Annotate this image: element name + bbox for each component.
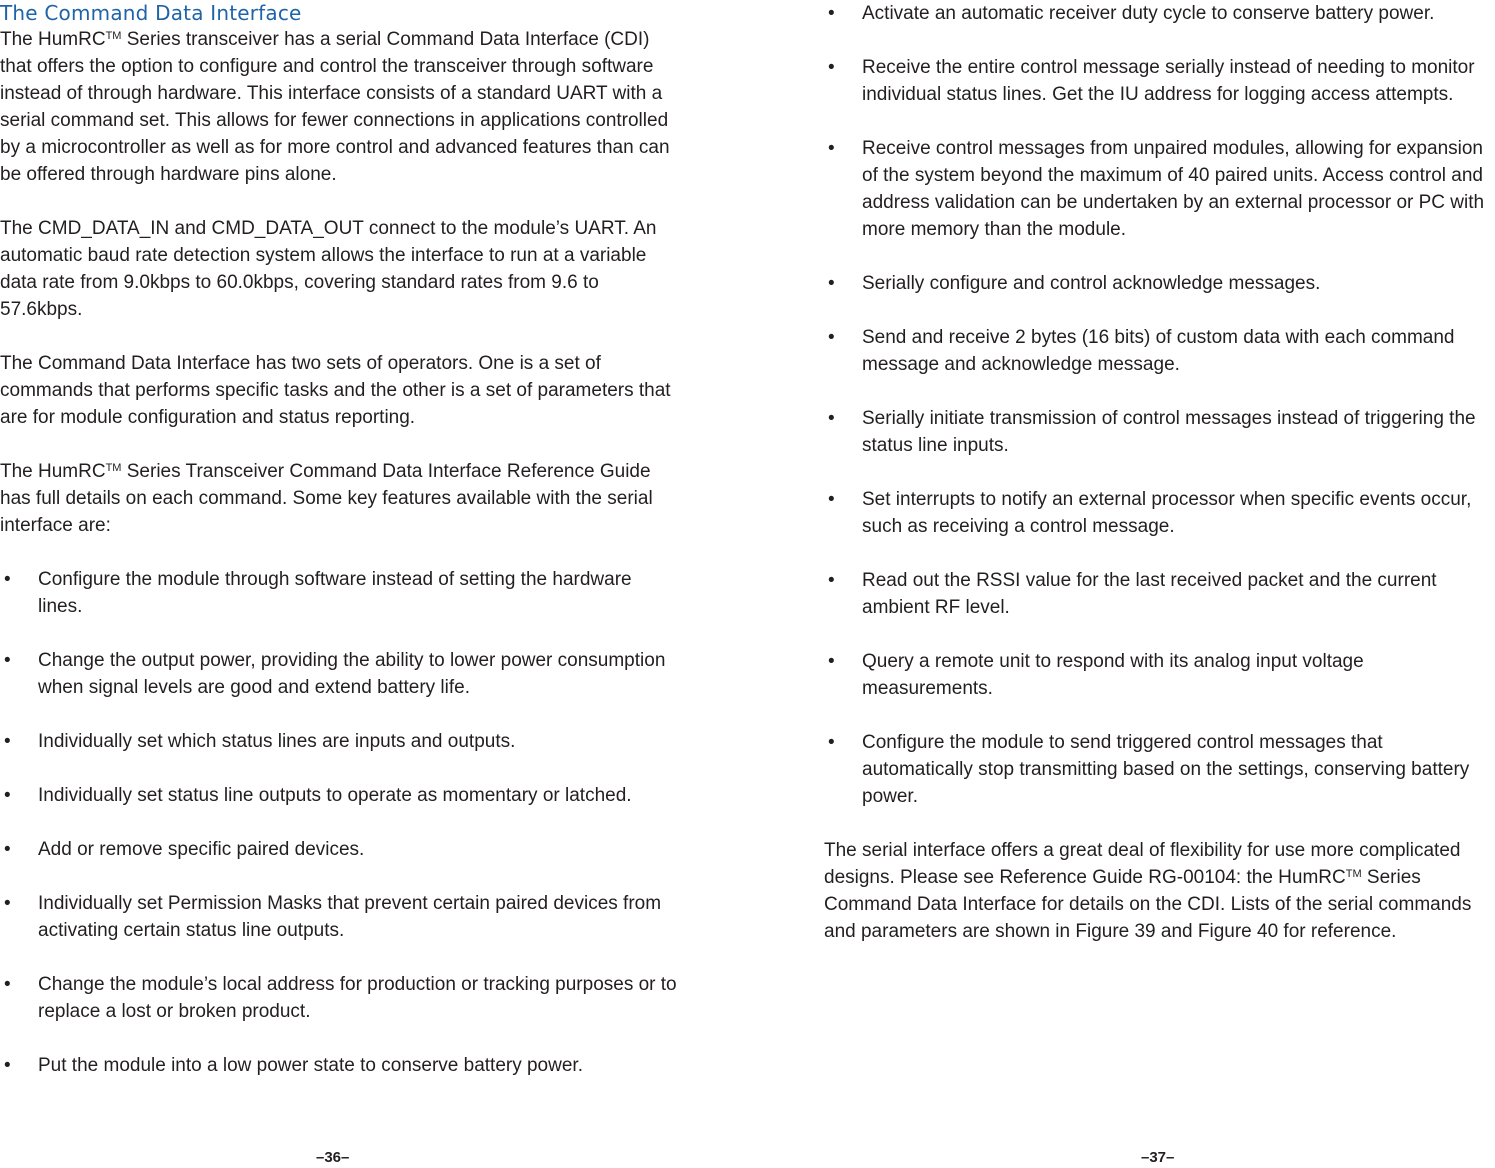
list-item (0, 1052, 680, 1079)
trademark-mark: TM (1345, 868, 1362, 880)
list-item-text: Set interrupts to notify an external processor when specific events occur, such as receiving a control message. (862, 489, 1472, 537)
list-item-text: Put the module into a low power state to conserve battery power. (38, 1055, 583, 1076)
list-item (824, 486, 1495, 540)
list-item (824, 270, 1495, 297)
list-item (0, 890, 680, 944)
bullet-icon: • (828, 327, 835, 348)
list-item-text: Individually set Permission Masks that prevent certain paired devices from activating certain status line outputs. (38, 893, 662, 941)
intro-paragraph (0, 26, 680, 188)
closing-paragraph (824, 837, 1495, 945)
feature-list-left (0, 566, 680, 1079)
bullet-icon: • (4, 974, 11, 995)
bullet-icon: • (828, 138, 835, 159)
reference-text-rest: Series Transceiver Command Data Interface Reference Guide has full details on each command. Some key features available with the serial interface are: (0, 461, 653, 536)
list-item (824, 729, 1495, 810)
list-item-text: Query a remote unit to respond with its analog input voltage measurements. (862, 651, 1364, 699)
list-item (824, 567, 1495, 621)
list-item (824, 0, 1495, 27)
list-item-text: Individually set status line outputs to operate as momentary or latched. (38, 785, 632, 806)
bullet-icon: • (828, 489, 835, 510)
list-item (0, 782, 680, 809)
page-number-left: –36– (316, 1149, 350, 1166)
list-item-text: Serially initiate transmission of control messages instead of triggering the status line inputs. (862, 408, 1476, 456)
section-heading: The Command Data Interface (0, 1, 302, 25)
list-item-text: Change the module’s local address for production or tracking purposes or to replace a lost or broken product. (38, 974, 677, 1022)
operators-paragraph: The Command Data Interface has two sets of operators. One is a set of commands that performs specific tasks and the other is a set of parameters that are for module configuration and status reporting. (0, 353, 671, 428)
left-page (0, 0, 680, 1106)
list-item-text: Read out the RSSI value for the last received packet and the current ambient RF level. (862, 570, 1437, 618)
list-item (0, 647, 680, 701)
list-item-text: Configure the module to send triggered control messages that automatically stop transmitting based on the settings, conserving battery power. (862, 732, 1470, 807)
list-item (0, 836, 680, 863)
list-item (824, 324, 1495, 378)
bullet-icon: • (828, 570, 835, 591)
list-item (824, 54, 1495, 108)
intro-text-start: The HumRC (0, 29, 106, 50)
uart-paragraph: The CMD_DATA_IN and CMD_DATA_OUT connect to the module’s UART. An automatic baud rate detection system allows the interface to run at a variable data rate from 9.0kbps to 60.0kbps, covering standard rates from 9.6 to 57.6kbps. (0, 218, 657, 320)
bullet-icon: • (4, 650, 11, 671)
list-item-text: Configure the module through software instead of setting the hardware lines. (38, 569, 632, 617)
bullet-icon: • (828, 732, 835, 753)
bullet-icon: • (4, 785, 11, 806)
list-item (0, 566, 680, 620)
bullet-icon: • (828, 3, 835, 24)
closing-text-rest: Series Command Data Interface for details on the CDI. Lists of the serial commands and parameters are shown in Figure 39 and Figure 40 for reference. (824, 867, 1472, 942)
bullet-icon: • (4, 839, 11, 860)
list-item (824, 135, 1495, 243)
bullet-icon: • (4, 1055, 11, 1076)
trademark-mark: TM (105, 30, 122, 42)
list-item-text: Add or remove specific paired devices. (38, 839, 365, 860)
trademark-mark: TM (105, 462, 122, 474)
list-item-text: Send and receive 2 bytes (16 bits) of custom data with each command message and acknowledge message. (862, 327, 1455, 375)
list-item-text: Serially configure and control acknowledge messages. (862, 273, 1321, 294)
page-number-right: –37– (1141, 1149, 1175, 1166)
closing-text-start: The serial interface offers a great deal of flexibility for use more complicated designs. Please see Reference Guide RG-00104: the HumRC (824, 840, 1461, 888)
right-page (824, 0, 1495, 972)
list-item-text: Receive control messages from unpaired modules, allowing for expansion of the system beyond the maximum of 40 paired units. Access control and address validation can be undertaken by an external processor or PC with more memory than the module. (862, 138, 1485, 240)
bullet-icon: • (828, 408, 835, 429)
bullet-icon: • (4, 731, 11, 752)
list-item-text: Activate an automatic receiver duty cycle to conserve battery power. (862, 3, 1435, 24)
reference-guide-paragraph (0, 458, 680, 539)
bullet-icon: • (4, 893, 11, 914)
list-item-text: Change the output power, providing the ability to lower power consumption when signal levels are good and extend battery life. (38, 650, 666, 698)
bullet-icon: • (4, 569, 11, 590)
list-item-text: Individually set which status lines are inputs and outputs. (38, 731, 516, 752)
reference-text-start: The HumRC (0, 461, 106, 482)
list-item (0, 971, 680, 1025)
intro-text-rest: Series transceiver has a serial Command Data Interface (CDI) that offers the option to configure and control the transceiver through software instead of through hardware. This interface consists of a standard UART with a serial command set. This allows for fewer connections in applications controlled by a microcontroller as well as for more control and advanced features than can be offered through hardware pins alone. (0, 29, 670, 185)
bullet-icon: • (828, 57, 835, 78)
list-item (824, 648, 1495, 702)
list-item (0, 728, 680, 755)
list-item-text: Receive the entire control message serially instead of needing to monitor individual status lines. Get the IU address for logging access attempts. (862, 57, 1475, 105)
bullet-icon: • (828, 273, 835, 294)
bullet-icon: • (828, 651, 835, 672)
feature-list-right (824, 0, 1495, 810)
list-item (824, 405, 1495, 459)
